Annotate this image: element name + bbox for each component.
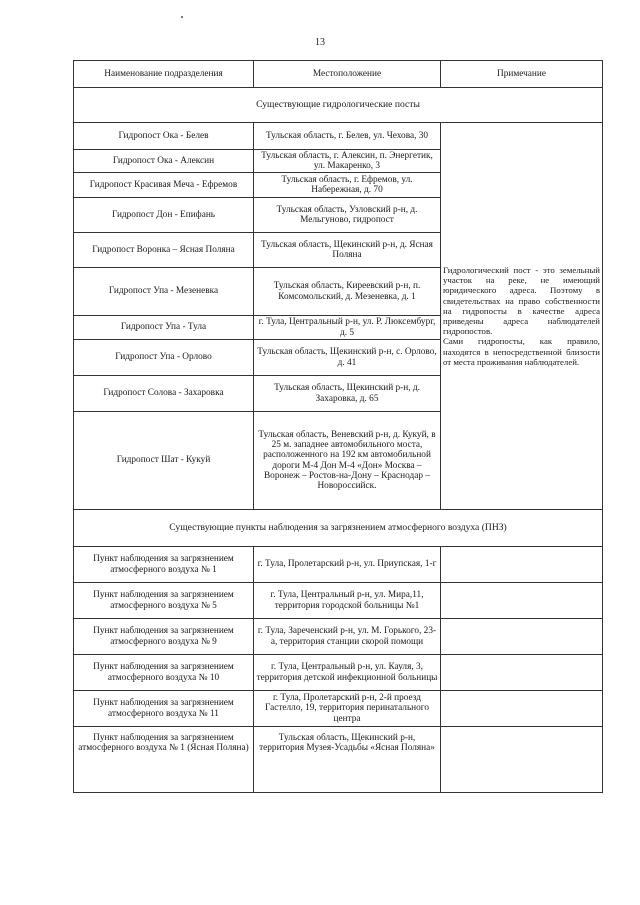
pnz-point-name: Пункт наблюдения за загрязнением атмосферного воздуха № 1 (Ясная Поляна): [74, 727, 254, 793]
section-title-hydro: Существующие гидрологические посты: [74, 88, 603, 123]
table-row: [74, 727, 603, 793]
hydro-post-location: Тульская область, Узловский р-н, д. Мельгуново, гидропост: [254, 198, 441, 233]
pnz-point-name: Пункт наблюдения за загрязнением атмосферного воздуха № 1: [74, 547, 254, 583]
pnz-note-empty: [441, 583, 603, 619]
pnz-note-empty: [441, 547, 603, 583]
table-row: [74, 547, 603, 583]
hydro-post-name: Гидропост Упа - Тула: [74, 316, 254, 340]
hydro-post-location: Тульская область, Щекинский р-н, с. Орлово, д. 41: [254, 340, 441, 376]
scan-speck: [181, 16, 183, 18]
pnz-point-name: Пункт наблюдения за загрязнением атмосферного воздуха № 10: [74, 655, 254, 691]
table-row: [74, 655, 603, 691]
hydro-post-location: г. Тула, Центральный р-н, ул. Р. Люксембург, д. 5: [254, 316, 441, 340]
pnz-point-location: г. Тула, Центральный р-н, ул. Кауля, 3, территория детской инфекционной больницы: [254, 655, 441, 691]
hydro-post-location: Тульская область, Щекинский р-н, д. Ясная Поляна: [254, 233, 441, 268]
hydro-post-name: Гидропост Упа - Мезеневка: [74, 268, 254, 316]
hydro-post-name: Гидропост Красивая Меча - Ефремов: [74, 173, 254, 198]
hydro-post-location: Тульская область, Веневский р-н, д. Кукуй, в 25 м. западнее автомобильного моста, расположенного на 192 км автомобильной дороги М-4 Дон М-4 «Дон» Москва – Воронеж – Ростов-на-Дону – Краснодар – Новороссийск.: [254, 412, 441, 510]
header-row: [74, 61, 603, 88]
hydro-post-name: Гидропост Шат - Кукуй: [74, 412, 254, 510]
pnz-point-location: г. Тула, Центральный р-н, ул. Мира,11, территория городской больницы №1: [254, 583, 441, 619]
hydro-post-name: Гидропост Ока - Белев: [74, 123, 254, 150]
hydro-post-name: Гидропост Воронка – Ясная Поляна: [74, 233, 254, 268]
hydro-note-paragraph-2: Сами гидропосты, как правило, находятся в непосредственной близости от места проживания наблюдателей.: [443, 336, 600, 367]
pnz-point-location: Тульская область, Щекинский р-н, территория Музея-Усадьбы «Ясная Поляна»: [254, 727, 441, 793]
hydro-post-name: Гидропост Дон - Епифань: [74, 198, 254, 233]
pnz-point-location: г. Тула, Зареченский р-н, ул. М. Горького, 23-а, территория станции скорой помощи: [254, 619, 441, 655]
pnz-point-name: Пункт наблюдения за загрязнением атмосферного воздуха № 5: [74, 583, 254, 619]
hydro-note-paragraph-1: Гидрологический пост - это земельный участок на реке, не имеющий юридического адреса. Поэтому в свидетельствах на право собственности на гидропосты в качестве адреса приведены адреса наблюдателей гидропостов.: [443, 264, 600, 337]
hydro-post-location: Тульская область, Щекинский р-н, д. Захаровка, д. 65: [254, 376, 441, 412]
hydro-post-location: Тульская область, г. Ефремов, ул. Набережная, д. 70: [254, 173, 441, 198]
table-row: [74, 691, 603, 727]
header-note: Примечание: [441, 61, 603, 88]
hydro-post-location: Тульская область, г. Белев, ул. Чехова, 30: [254, 123, 441, 150]
pnz-note-empty: [441, 655, 603, 691]
pnz-note-empty: [441, 691, 603, 727]
section-row: [74, 88, 603, 123]
section-row: [74, 510, 603, 547]
hydro-note-cell: [441, 123, 603, 510]
section-title-pnz: Существующие пункты наблюдения за загрязнением атмосферного воздуха (ПНЗ): [74, 510, 603, 547]
table-row: [74, 619, 603, 655]
pnz-point-name: Пункт наблюдения за загрязнением атмосферного воздуха № 9: [74, 619, 254, 655]
pnz-note-empty: [441, 619, 603, 655]
header-location: Местоположение: [254, 61, 441, 88]
table-row: [74, 583, 603, 619]
pnz-point-location: г. Тула, Пролетарский р-н, ул. Приупская, 1-г: [254, 547, 441, 583]
hydro-post-location: Тульская область, г. Алексин, п. Энергетик, ул. Макаренко, 3: [254, 150, 441, 173]
table-row: [74, 123, 603, 150]
pnz-note-empty: [441, 727, 603, 793]
hydro-post-name: Гидропост Ока - Алексин: [74, 150, 254, 173]
pnz-point-location: г. Тула, Пролетарский р-н, 2-й проезд Гастелло, 19, территория перинатального центра: [254, 691, 441, 727]
pnz-point-name: Пункт наблюдения за загрязнением атмосферного воздуха № 11: [74, 691, 254, 727]
hydro-post-location: Тульская область, Киреевский р-н, п. Комсомольский, д. Мезеневка, д. 1: [254, 268, 441, 316]
header-name: Наименование подразделения: [74, 61, 254, 88]
hydro-post-name: Гидропост Солова - Захаровка: [74, 376, 254, 412]
page-number: 13: [315, 37, 325, 48]
facilities-table: [73, 60, 603, 793]
hydro-post-name: Гидропост Упа - Орлово: [74, 340, 254, 376]
